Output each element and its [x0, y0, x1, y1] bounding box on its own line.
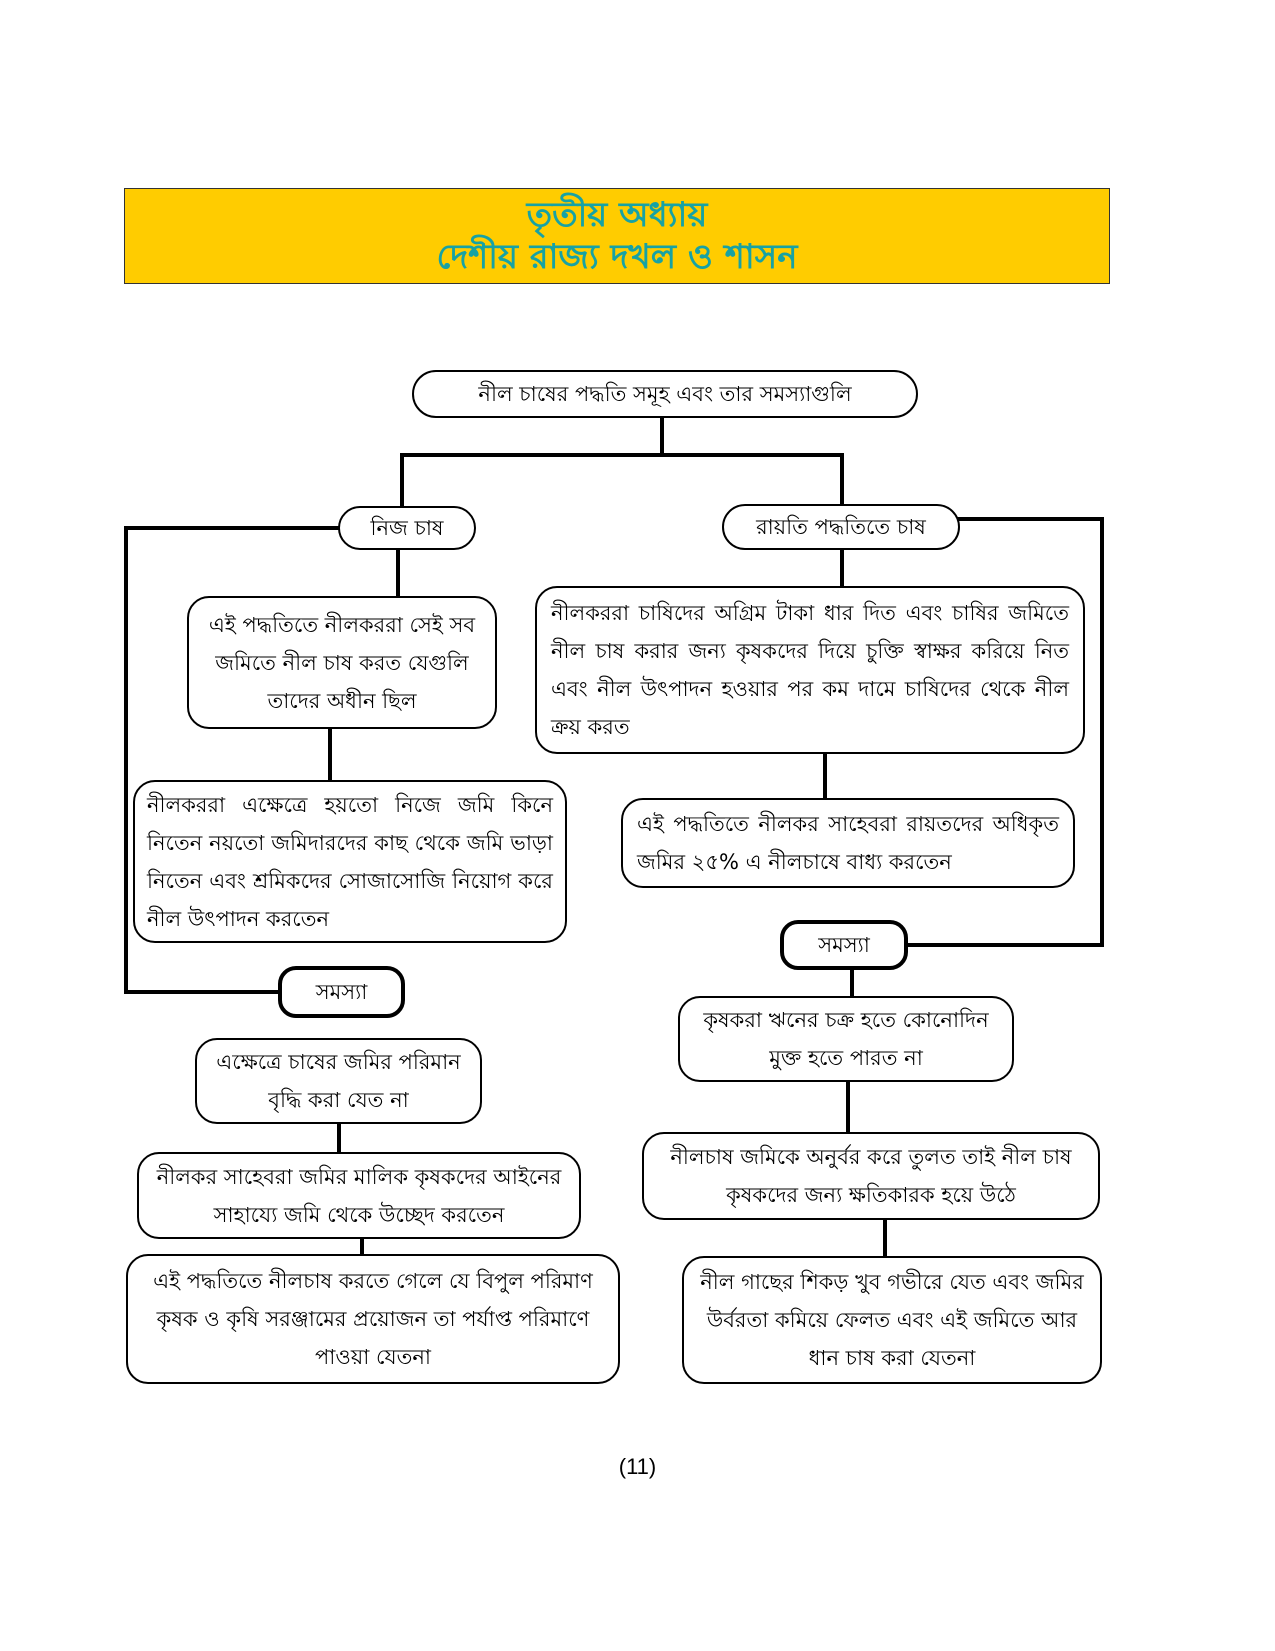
left-detail-node: [133, 780, 567, 943]
left-problem-label-node: [278, 966, 405, 1018]
right-detail-text: এই পদ্ধতিতে নীলকর সাহেবরা রায়তদের অধিকৃত জমির ২৫% এ নীলচাষে বাধ্য করতেন: [637, 812, 1059, 874]
left-problem-text-1: এক্ষেত্রে চাষের জমির পরিমান বৃদ্ধি করা যেত না: [216, 1050, 461, 1112]
right-problem-text-3: নীল গাছের শিকড় খুব গভীরে যেত এবং জমির উর্বরতা কমিয়ে ফেলত এবং এই জমিতে আর ধান চাষ করা যেতনা: [700, 1270, 1084, 1370]
page-number: (11): [618, 1454, 657, 1479]
left-description-text: এই পদ্ধতিতে নীলকররা সেই সব জমিতে নীল চাষ করত যেগুলি তাদের অধীন ছিল: [208, 612, 476, 713]
chapter-number: তৃতীয় অধ্যায়: [526, 195, 708, 235]
left-problem-text-2: নীলকর সাহেবরা জমির মালিক কৃষকদের আইনের সাহায্যে জমি থেকে উচ্ছেদ করতেন: [156, 1164, 562, 1227]
left-description-node: [187, 596, 497, 729]
right-problem-node-2: [642, 1132, 1100, 1220]
right-description-text: নীলকররা চাষিদের অগ্রিম টাকা ধার দিত এবং চাষির জমিতে নীল চাষ করার জন্য কৃষকদের দিয়ে চুক্তি স্বাক্ষর করিয়ে নিত এবং নীল উৎপাদন হওয়ার পর কম দামে চাষিদের থেকে নীল ক্রয় করত: [551, 601, 1069, 739]
right-problem-node-3: [682, 1256, 1102, 1384]
right-problem-label-node: [780, 920, 908, 970]
left-problem-text-3: এই পদ্ধতিতে নীলচাষ করতে গেলে যে বিপুল পরিমাণ কৃষক ও কৃষি সরঞ্জামের প্রয়োজন তা পর্যাপ্ত পরিমাণে পাওয়া যেতনা: [153, 1269, 593, 1369]
right-method-node: [722, 504, 960, 550]
left-problem-node-1: [195, 1038, 482, 1124]
left-problem-node-3: [126, 1254, 620, 1384]
root-node-label: নীল চাষের পদ্ধতি সমূহ এবং তার সমস্যাগুলি: [478, 382, 852, 406]
right-description-node: [535, 586, 1085, 754]
right-detail-node: [621, 798, 1075, 888]
left-method-label: নিজ চাষ: [370, 516, 444, 540]
left-method-node: [338, 506, 476, 550]
connector-root-split: [402, 416, 842, 507]
right-method-label: রায়তি পদ্ধতিতে চাষ: [756, 515, 926, 539]
right-problem-text-1: কৃষকরা ঋনের চক্র হতে কোনোদিন মুক্ত হতে পারত না: [703, 1008, 989, 1070]
left-problem-label: সমস্যা: [315, 980, 368, 1004]
left-detail-text: নীলকররা এক্ষেত্রে হয়তো নিজে জমি কিনে নিতেন নয়তো জমিদারদের কাছ থেকে জমি ভাড়া নিতেন এবং শ্রমিকদের সোজাসোজি নিয়োগ করে নীল উৎপাদন করতেন: [147, 792, 553, 931]
right-problem-text-2: নীলচাষ জমিকে অনুর্বর করে তুলত তাই নীল চাষ কৃষকদের জন্য ক্ষতিকারক হয়ে উঠে: [670, 1145, 1072, 1207]
left-problem-node-2: [137, 1152, 581, 1239]
root-node: [412, 370, 918, 418]
right-problem-node-1: [678, 996, 1014, 1082]
chapter-title: দেশীয় রাজ্য দখল ও শাসন: [436, 237, 798, 277]
right-problem-label: সমস্যা: [818, 933, 870, 957]
